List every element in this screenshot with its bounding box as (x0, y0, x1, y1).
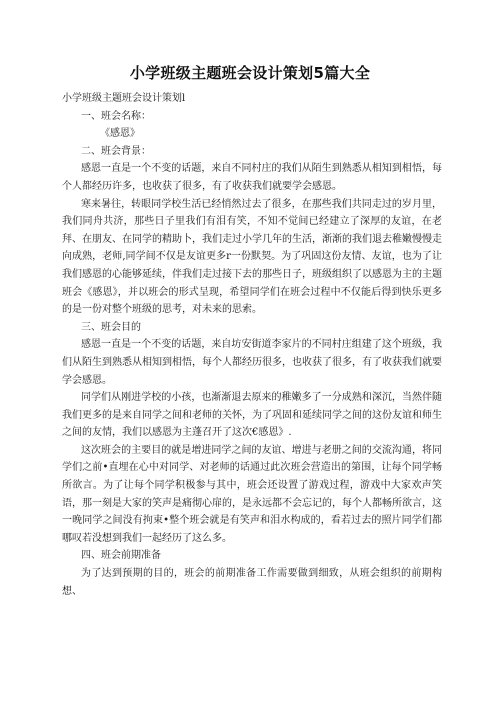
section-heading-purpose: 三、班会目的 (81, 321, 141, 333)
document-subtitle: 小学班级主题班会设计策划l (62, 93, 186, 104)
document-body (62, 90, 442, 600)
purpose-paragraph-3: 这次班会的主要目的就是增进同学之间的友谊、增进与老册之间的交流沟通，将同学们之前•直埋在心中对同学、对老师的话通过此次班会营造出的第围，让每个同学畅所欲言。为了让每个同学积极参与其中，班会还设置了游戏过程，游戏中大家欢声笑语，那一刻是大家的笑声是痛彻心扉的，是永远都不会忘记的，每个人都畅所欲言，这一晚同学之间没有拘束•整个班会就是有笑声和泪水构成的，看若过去的照片同学们都哪叹若没想到我们一起经历了这么多。 (62, 444, 442, 544)
section-heading-preparation: 四、班会前期准备 (81, 550, 161, 562)
section-heading-name: 一、班会名称： (81, 110, 151, 122)
section-heading-background: 二、班会背景： (81, 145, 151, 157)
background-paragraph-2: 寒来暑往，转眼同学校生活已经悄然过去了很多，在那些我们共同走过的岁月里，我们同舟共济，那些日子里我们有泪有笑，不知不觉间已经建立了深厚的友谊，在老拜、在朋友、在同学的精助卜，我们走过小学几年的生活，渐渐的我们退去稚嫩慢慢走向成熟，老师,同学间不仅是友谊更多r一份默契。为了巩固这份友情、友谊，也为了让我们感恩的心能够延续，伴我们走过接下去的那些日子，班级组织了以感恩为主的主题班会《感恩》，并以班会的形式呈现，希望同学们在班会过程中不仅能后得到快乐更多的是一份对整个班级的思考，对未来的思索。 (62, 198, 442, 316)
preparation-paragraph-1: 为了达到预期的目的，班会的前期准备工作需要做到细致，从班会组织的前期构想、 (62, 568, 442, 597)
meeting-name: 《感恩》 (100, 128, 140, 140)
background-paragraph-1: 感恩一直是一个不变的话题，来自不同村庄的我们从陌生到熟悉从相知到相悟，每个人都经历许多，也收获了很多，有了收获我们就要学会感恩。 (62, 163, 442, 192)
purpose-paragraph-1: 感恩一直是一个不变的话题，来自坊安街道李家片的不同村庄组建了这个班级，我们从陌生到熟悉从相知到相悟，每个人都经历很多，也收获了很多，有了收获我们就要学会感恩。 (62, 339, 442, 386)
purpose-paragraph-2: 同学们从刚进学校的小孩，也渐渐退去原来的稚嫩多了一分成熟和深沉，当然伴随我们更多的是来自同学之间和老师的关怀，为了巩固和延续同学之间的这份友谊和师生之间的友情，我们以感恩为主蓬召开了这次€感恩》. (62, 392, 442, 439)
document-title: 小学班级主题班会设计策划5篇大全 (129, 64, 371, 82)
